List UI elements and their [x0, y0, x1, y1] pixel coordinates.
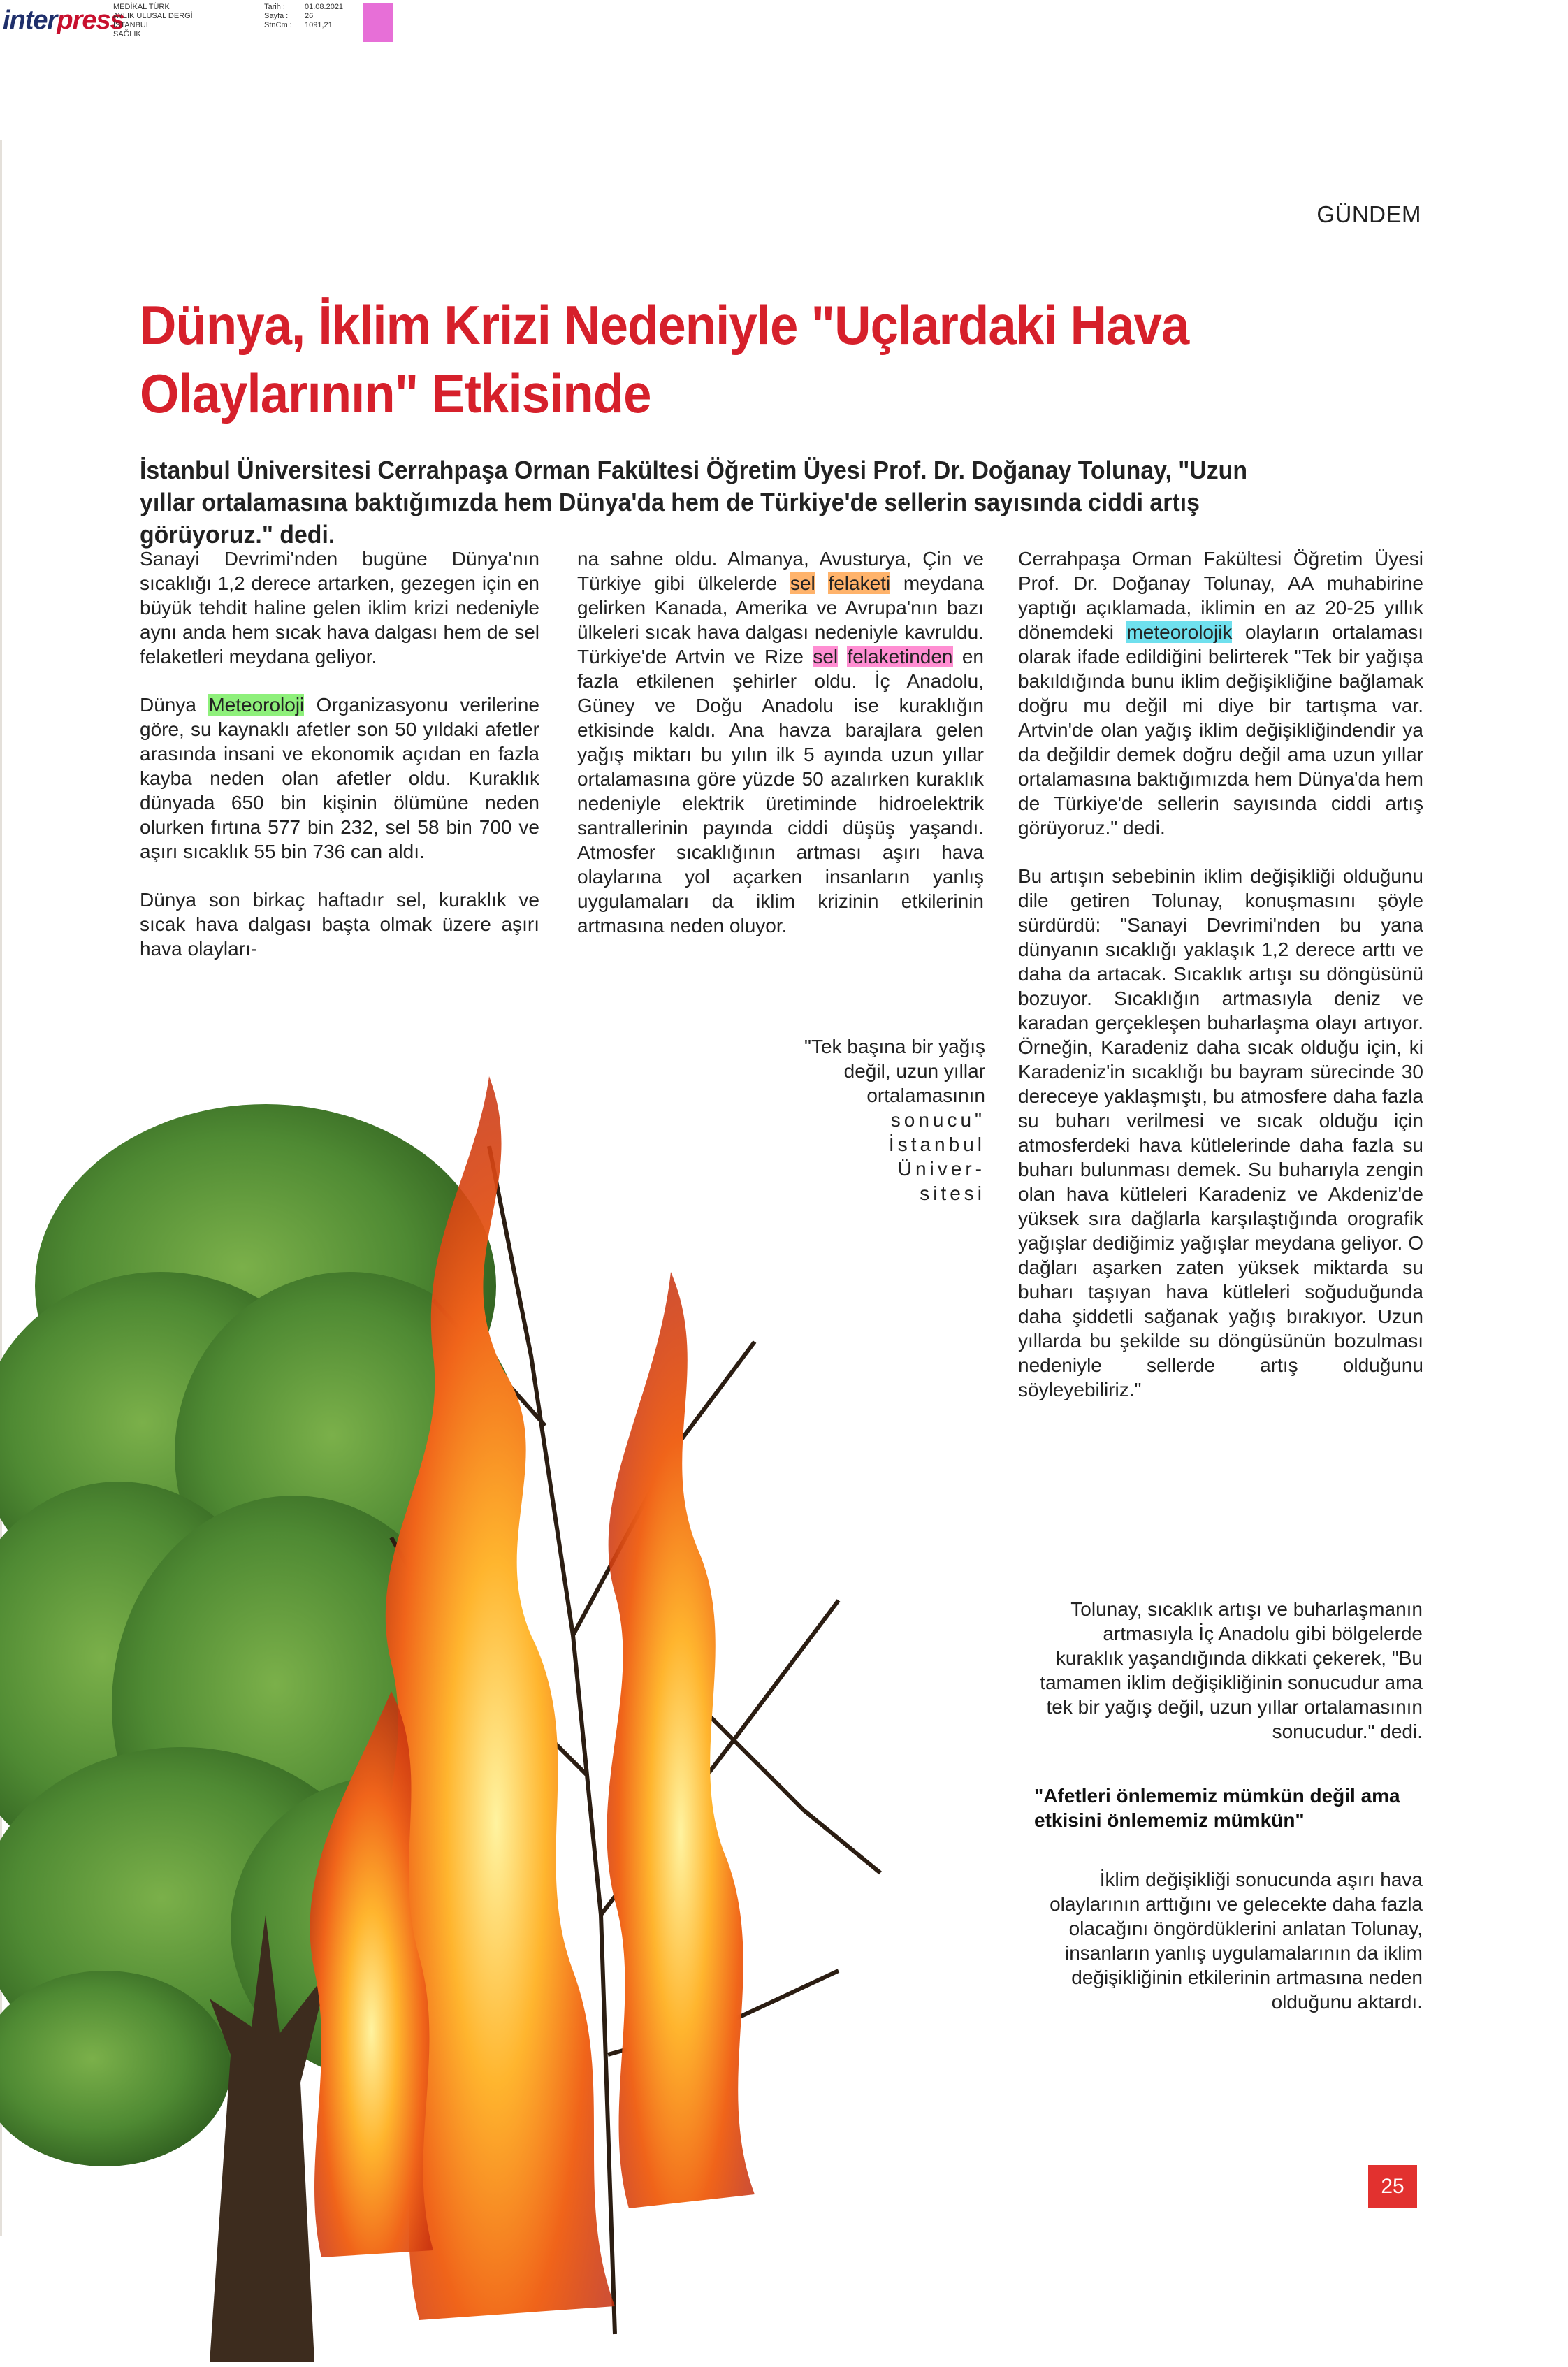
meta-size-value: 1091,21 [305, 21, 333, 29]
clipping-header [0, 0, 419, 49]
col3-paragraph-4: İklim değişikliği sonucunda aşırı hava olaylarının arttığını ve gelecekte daha fazla olacağını öngördüklerini anlatan Tolunay, insanların yanlış uygulamalarının da iklim değişikliğinin etkilerinin artmasına neden olduğunu aktardı. [1050, 1869, 1423, 2013]
pull-quote-line: değil, uzun yıllar [843, 1060, 985, 1082]
publication-name: MEDİKAL TÜRK [113, 3, 170, 11]
column-2 [577, 546, 984, 962]
article-lead: İstanbul Üniversitesi Cerrahpaşa Orman Fakültesi Öğretim Üyesi Prof. Dr. Doğanay Tolunay, "Uzun yıllar ortalamasına baktığımızda hem Dünya'da hem de Türkiye'de sellerin sayısında ciddi artış görüyoruz." dedi. [140, 456, 1248, 549]
burning-tree-illustration [0, 1006, 1034, 2362]
highlight-sel: sel [790, 572, 815, 594]
pull-quote-line: ortalamasının [866, 1085, 985, 1106]
pull-quote-line: İstanbul [888, 1134, 985, 1155]
section-label: GÜNDEM [1316, 201, 1421, 227]
highlight-felaketinden: felaketinden [847, 646, 953, 667]
meta-page-key: Sayfa : [264, 12, 289, 20]
col3-paragraph-1: Cerrahpaşa Orman Fakültesi Öğretim Üyesi Prof. Dr. Doğanay Tolunay, AA muhabirine yaptığı açıklamada, iklimin en az 20-25 yıllık dönemdeki meteorolojik olayların ortalaması olarak ifade edildiğini belirterek "Tek bir yağışa bakıldığında bunu iklim değişikliğine bağlamak doğru mu değil mi diye bir tartışma var. Artvin'de olan yağış iklim değişikliğindendir ya da değildir demek doğru değil ama uzun yıllar ortalamasına baktığımızda hem Dünya'da hem de Türkiye'de sellerin sayısında ciddi artış görüyoruz." dedi. [1018, 548, 1423, 839]
meta-page-value: 26 [305, 12, 314, 20]
subheading: "Afetleri önlememiz mümkün değil ama etkisini önlememiz mümkün" [1034, 1785, 1400, 1831]
col3-paragraph-2: Bu artışın sebebinin iklim değişikliği olduğunu dile getiren Tolunay, konuşmasını şöyle sürdürdü: "Sanayi Devrimi'nden bu yana dünyanın sıcaklığı yaklaşık 1,2 derece arttı ve daha da artacak. Sıcaklık artışı su döngüsünü bozuyor. Sıcaklığın artmasıyla deniz ve karadan gerçekleşen buharlaşma olayı artıyor. Örneğin, Karadeniz daha sıcak olduğu için, ki Karadeniz'in sıcaklığı bu bayram sürecinde 30 dereceye yaklaşmıştı, bu atmosfere daha fazla su buharı verilmesi ve sıcak olduğu için atmosferdeki hava kütlelerinde daha fazla su buharı bulunması demek. Su buharıyla zengin olan hava kütleleri Karadeniz ve Akdeniz'de yüksek sıra dağlarla karşılaştığında orografik yağışlar dediğimiz yağışlar meydana geliyor. O dağları aşarken zaten yüksek miktarda su buharı taşıyan hava kütleleri soğuduğunda daha şiddetli sağanak yağış bırakıyor. Uzun yıllarda bu şekilde su döngüsünün bozulması nedeniyle sellerde artış olduğunu söyleyebiliriz." [1018, 865, 1423, 1400]
color-swatch [363, 3, 393, 42]
pull-quote-line: sonucu" [890, 1109, 985, 1131]
meta-date-value: 01.08.2021 [305, 3, 344, 11]
interpress-logo: interpress [3, 6, 124, 35]
column-3-final [1034, 1867, 1423, 2038]
publication-info [113, 3, 193, 39]
pull-quote-line: sitesi [920, 1182, 985, 1204]
article-title: Dünya, İklim Krizi Nedeniyle "Uçlardaki Hava Olaylarının" Etkisinde [140, 294, 1189, 424]
meta-size-key: StnCm : [264, 21, 292, 29]
publication-type: AYLIK ULUSAL DERGİ [113, 12, 193, 20]
meta-date-key: Tarih : [264, 3, 285, 11]
pull-quote-line: Üniver- [897, 1158, 985, 1180]
page-number: 25 [1368, 2165, 1417, 2208]
highlight-sel-2: sel [813, 646, 839, 667]
clipping-meta [264, 3, 343, 30]
column-1 [140, 546, 539, 985]
col1-paragraph-1: Sanayi Devrimi'nden bugüne Dünya'nın sıcaklığı 1,2 derece artarken, gezegen için en büyük tehdit haline gelen iklim krizi nedeniyle aynı anda hem sıcak hava dalgası hem de sel felaketleri meydana geliyor. [140, 548, 539, 667]
col1-paragraph-3: Dünya son birkaç haftadır sel, kuraklık ve sıcak hava dalgası başta olmak üzere aşırı hava olayları- [140, 889, 539, 960]
publication-city: İSTANBUL [113, 21, 150, 29]
pull-quote [741, 1034, 985, 1206]
col2-paragraph: na sahne oldu. Almanya, Avusturya, Çin ve Türkiye gibi ülkelerde sel felaketi meydana gelirken Kanada, Amerika ve Avrupa'nın bazı ülkeleri sıcak hava dalgası nedeniyle kavruldu. Türkiye'de Artvin ve Rize sel felaketinden en fazla etkilenen şehirler oldu. İç Anadolu, Güney ve Doğu Anadolu ise kuraklığın etkisinde kaldı. Ana havza barajlara gelen yağış miktarı bu yılın ilk 5 ayında uzun yıllar ortalamasına göre yüzde 50 azalırken kuraklık nedeniyle elektrik üretiminde hidroelektrik santrallerinin payında ciddi düşüş yaşandı. Atmosfer sıcaklığının artması aşırı hava olaylarına yol açarken insanların yanlış uygulamaları da iklim krizinin etkilerinin artmasına neden oluyor. [577, 548, 985, 936]
col3-paragraph-3: Tolunay, sıcaklık artışı ve buharlaşmanın artmasıyla İç Anadolu gibi bölgelerde kuraklık yaşandığında dikkati çekerek, "Bu tamamen iklim değişikliğinin sonucudur ama tek bir yağış değil, uzun yıllar ortalamasının sonucudur." dedi. [1040, 1598, 1423, 1742]
highlight-meteorolojik: meteorolojik [1126, 621, 1233, 643]
pull-quote-line: "Tek başına bir yağış [804, 1036, 985, 1057]
highlight-felaketi: felaketi [828, 572, 891, 594]
publication-category: SAĞLIK [113, 30, 141, 38]
column-3 [1018, 546, 1423, 1426]
highlight-meteoroloji: Meteoroloji [208, 694, 305, 716]
column-3-lower [1034, 1597, 1423, 1767]
col1-paragraph-2: Dünya Meteoroloji Organizasyonu verilerine göre, su kaynaklı afetler son 50 yıldaki afetler arasında insani ve ekonomik açıdan en fazla kayba neden olan afetler oldu. Kuraklık dünyada 650 bin kişinin ölümüne neden olurken fırtına 577 bin 232, sel 58 bin 700 ve aşırı sıcaklık 55 bin 736 can aldı. [140, 694, 539, 862]
